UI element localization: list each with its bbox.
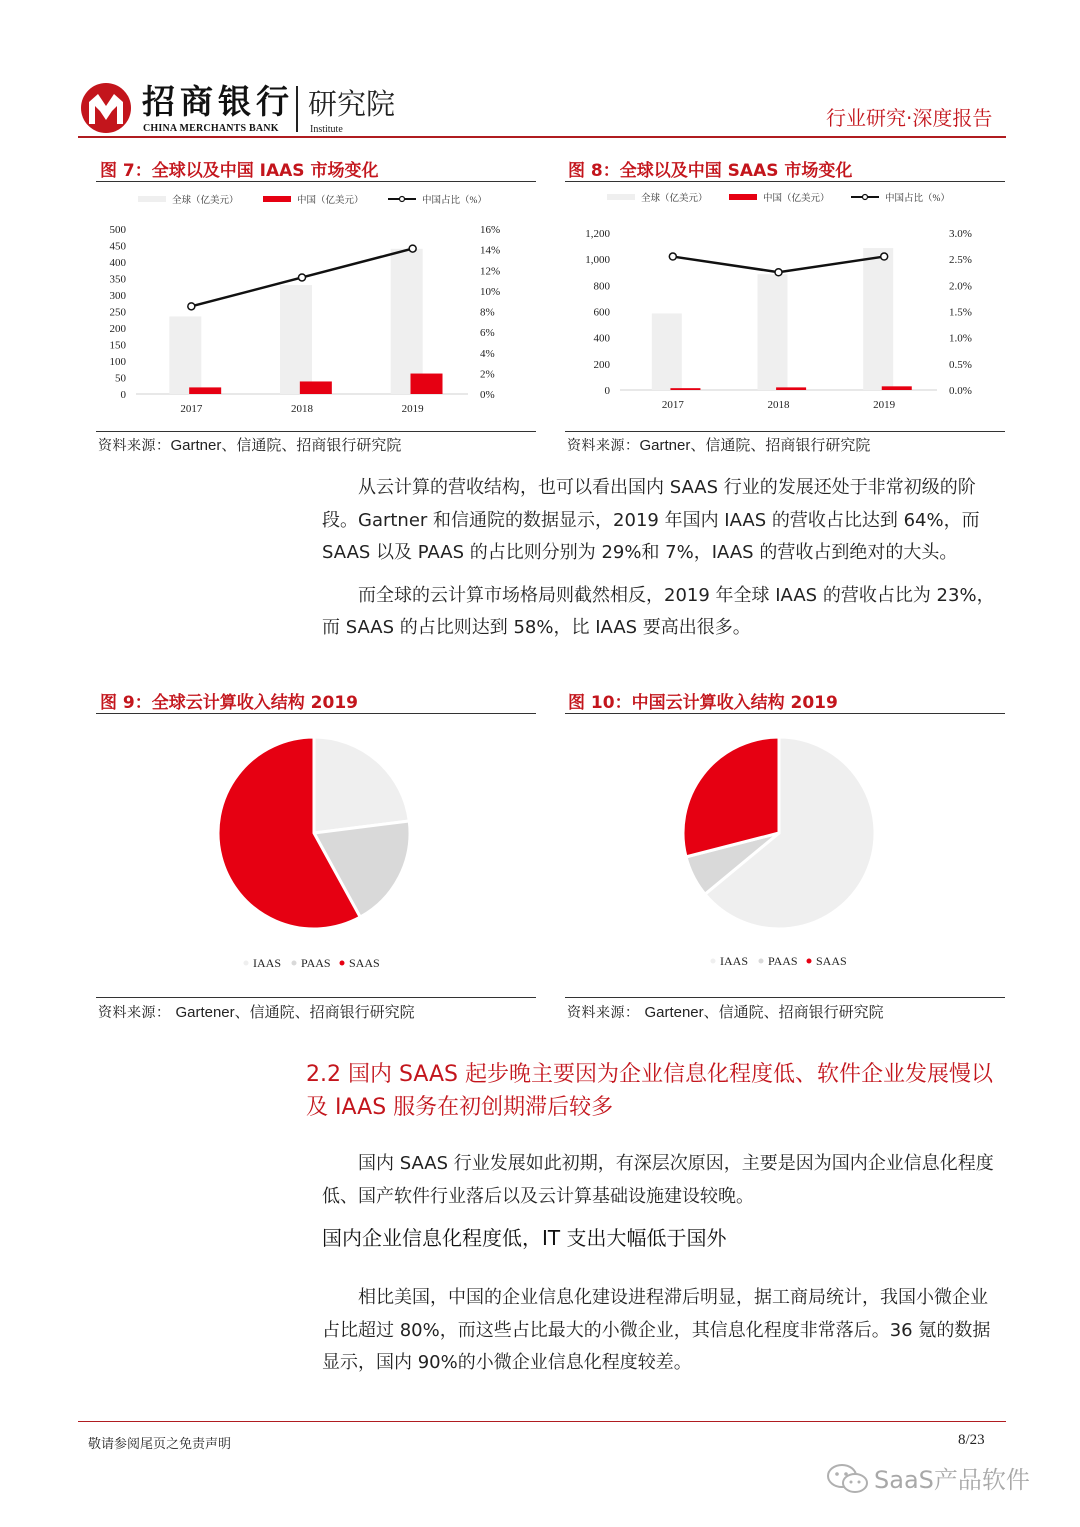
fig7-bar-global <box>391 249 423 394</box>
fig7-y2tick-label: 10% <box>480 285 501 298</box>
fig8-legend-label: 中国（亿美元） <box>763 194 830 204</box>
fig10-legend-label: PAAS <box>768 954 798 968</box>
fig8-source-text: Gartner、信通院、招商银行研究院 <box>639 437 871 454</box>
fig8-ytick-label: 200 <box>593 358 610 371</box>
fig9-bottom-rule <box>96 997 536 998</box>
fig10-legend-label: SAAS <box>816 954 847 968</box>
fig9-source <box>98 1001 415 1022</box>
fig8-ytick-label: 0 <box>604 385 610 397</box>
fig7-y2tick-label: 0% <box>480 389 495 401</box>
fig7-ytick-label: 150 <box>109 339 126 352</box>
institute-name-en: Institute <box>310 124 343 135</box>
fig7-legend-label: 中国占比（%） <box>422 196 487 206</box>
fig9-title: 图 9：全球云计算收入结构 2019 <box>100 693 358 713</box>
fig8-source-label: 资料来源： <box>567 438 640 454</box>
paragraph-4-wrap <box>322 1282 998 1380</box>
fig8-source <box>567 434 870 455</box>
paragraph-4: 相比美国，中国的企业信息化建设进程滞后明显，据工商局统计，我国小微企业占比超过 80%，而这些占比最大的小微企业，其信息化程度非常落后。36 氪的数据显示，国内 90%的小微企业信息化程度较差。 <box>322 1287 991 1373</box>
fig7-ytick-label: 100 <box>109 356 126 368</box>
fig9-source-label: 资料来源： <box>98 1005 171 1021</box>
paragraph-2: 而全球的云计算市场格局则截然相反，2019 年全球 IAAS 的营收占比为 23%，而 SAAS 的占比则达到 58%，比 IAAS 要高出很多。 <box>322 584 995 638</box>
fig8-bar-china <box>670 388 700 390</box>
fig7-legend-label: 中国（亿美元） <box>297 196 364 206</box>
fig8-share-point <box>775 269 782 276</box>
fig10-legend-swatch <box>759 959 764 964</box>
fig8-legend-swatch-marker <box>863 195 868 200</box>
fig9-slice-iaas <box>314 737 409 833</box>
fig7-y2tick-label: 4% <box>480 347 495 360</box>
fig9-legend-swatch <box>340 961 345 966</box>
fig8-share-point <box>669 253 676 260</box>
subsection-title: 国内企业信息化程度低，IT 支出大幅低于国外 <box>322 1226 727 1250</box>
fig7-xtick-label: 2017 <box>180 403 203 415</box>
fig7-y2tick-label: 2% <box>480 368 495 381</box>
fig10-title: 图 10：中国云计算收入结构 2019 <box>568 693 838 713</box>
fig8-bottom-rule <box>565 431 1005 432</box>
body-paragraphs-top <box>322 472 998 645</box>
header-rule <box>78 136 1006 138</box>
fig7-xtick-label: 2019 <box>401 403 424 415</box>
fig9-chart <box>96 716 536 996</box>
fig10-bottom-rule <box>565 997 1005 998</box>
fig7-ytick-label: 0 <box>120 389 126 401</box>
fig7-ytick-label: 500 <box>109 224 126 236</box>
bank-logo-icon <box>80 80 132 136</box>
fig7-chart <box>96 184 536 430</box>
fig8-bar-china <box>776 387 806 390</box>
paragraph-3: 国内 SAAS 行业发展如此初期，有深层次原因，主要是因为国内企业信息化程度低、国产软件行业落后以及云计算基础设施建设较晚。 <box>322 1153 994 1207</box>
fig9-legend-swatch <box>244 961 249 966</box>
fig7-bar-china <box>189 387 221 394</box>
fig8-y2tick-label: 3.0% <box>949 228 972 240</box>
fig10-top-rule <box>565 713 1005 714</box>
fig9-legend-label: PAAS <box>301 956 331 970</box>
watermark-text: SaaS产品软件 <box>874 1466 1030 1494</box>
fig8-bar-global <box>863 248 893 390</box>
fig8-legend-label: 中国占比（%） <box>885 194 950 204</box>
fig8-title: 图 8：全球以及中国 SAAS 市场变化 <box>568 161 853 181</box>
institute-name-cn: 研究院 <box>308 87 396 121</box>
header-separator <box>296 86 298 132</box>
fig9-top-rule <box>96 713 536 714</box>
fig10-source-label: 资料来源： <box>567 1005 640 1021</box>
fig10-source <box>567 1001 884 1022</box>
fig8-legend-swatch <box>607 194 635 200</box>
fig10-chart <box>565 716 1005 996</box>
fig10-legend-label: IAAS <box>720 954 749 968</box>
section-title: 2.2 国内 SAAS 起步晚主要因为企业信息化程度低、软件企业发展慢以及 IAAS 服务在初创期滞后较多 <box>306 1062 994 1120</box>
fig7-bar-global <box>169 316 201 394</box>
fig7-ytick-label: 400 <box>109 257 126 269</box>
paragraph-3-wrap <box>322 1148 998 1213</box>
fig8-ytick-label: 1,000 <box>585 254 610 267</box>
fig7-title: 图 7：全球以及中国 IAAS 市场变化 <box>100 161 379 181</box>
fig8-ytick-label: 400 <box>593 332 610 345</box>
fig8-bar-global <box>758 274 788 390</box>
fig9-legend-label: IAAS <box>253 956 282 970</box>
fig8-bar-global <box>652 313 682 390</box>
page-number: 8/23 <box>958 1432 985 1448</box>
fig7-xtick-label: 2018 <box>291 403 313 415</box>
fig7-y2tick-label: 8% <box>480 306 495 319</box>
fig8-ytick-label: 1,200 <box>585 228 610 240</box>
fig7-bar-china <box>300 381 332 394</box>
fig7-y2tick-label: 16% <box>480 224 501 236</box>
fig8-ytick-label: 600 <box>593 306 610 319</box>
fig7-legend-swatch-marker <box>400 197 405 202</box>
fig7-top-rule <box>96 181 536 182</box>
fig7-share-point <box>188 303 195 310</box>
fig7-ytick-label: 350 <box>109 273 126 286</box>
fig8-xtick-label: 2019 <box>873 399 896 411</box>
fig8-y2tick-label: 0.5% <box>949 358 972 371</box>
fig7-bar-china <box>411 374 443 394</box>
footer-disclaimer: 敬请参阅尾页之免责声明 <box>88 1437 232 1452</box>
fig7-bottom-rule <box>96 431 536 432</box>
fig9-legend-label: SAAS <box>349 956 380 970</box>
fig10-source-text: Gartener、信通院、招商银行研究院 <box>644 1004 884 1021</box>
fig7-source <box>98 434 401 455</box>
fig8-ytick-label: 800 <box>593 280 610 293</box>
fig7-ytick-label: 300 <box>109 290 126 302</box>
fig7-source-label: 资料来源： <box>98 438 171 454</box>
fig7-share-point <box>299 274 306 281</box>
fig7-ytick-label: 200 <box>109 323 126 335</box>
fig10-legend-swatch <box>807 959 812 964</box>
fig7-y2tick-label: 14% <box>480 244 501 257</box>
bank-name-en: CHINA MERCHANTS BANK <box>143 123 279 134</box>
fig7-y2tick-label: 12% <box>480 265 501 278</box>
fig9-legend-swatch <box>292 961 297 966</box>
fig7-ytick-label: 450 <box>109 240 126 253</box>
footer-rule <box>78 1421 1006 1422</box>
fig8-legend-swatch <box>729 194 757 200</box>
fig8-y2tick-label: 1.5% <box>949 306 972 319</box>
fig8-chart <box>565 184 1005 430</box>
fig8-y2tick-label: 0.0% <box>949 385 972 397</box>
fig8-bar-china <box>882 386 912 390</box>
wechat-icon <box>826 1462 870 1496</box>
fig7-legend-label: 全球（亿美元） <box>172 196 239 206</box>
report-type: 行业研究·深度报告 <box>826 106 993 130</box>
fig9-source-text: Gartener、信通院、招商银行研究院 <box>175 1004 415 1021</box>
bank-name-cn: 招商银行 <box>142 82 294 121</box>
fig7-legend-swatch <box>138 196 166 202</box>
paragraph-1: 从云计算的营收结构，也可以看出国内 SAAS 行业的发展还处于非常初级的阶段。Gartner 和信通院的数据显示，2019 年国内 IAAS 的营收占比达到 64%，而 SAAS 以及 PAAS 的占比则分别为 29%和 7%，IAAS 的营收占到绝对的大头。 <box>322 477 980 563</box>
fig8-share-point <box>881 253 888 260</box>
fig8-top-rule <box>565 181 1005 182</box>
fig8-y2tick-label: 1.0% <box>949 332 972 345</box>
fig7-share-point <box>409 245 416 252</box>
fig7-ytick-label: 50 <box>115 372 126 385</box>
fig8-y2tick-label: 2.0% <box>949 280 972 293</box>
fig8-xtick-label: 2017 <box>661 399 684 411</box>
fig8-y2tick-label: 2.5% <box>949 254 972 267</box>
fig7-bar-global <box>280 285 312 394</box>
fig8-legend-label: 全球（亿美元） <box>641 194 708 204</box>
fig8-xtick-label: 2018 <box>767 399 790 411</box>
fig7-ytick-label: 250 <box>109 306 126 319</box>
fig7-y2tick-label: 6% <box>480 327 495 340</box>
fig7-legend-swatch <box>263 196 291 202</box>
fig10-legend-swatch <box>711 959 716 964</box>
fig7-source-text: Gartner、信通院、招商银行研究院 <box>170 437 402 454</box>
